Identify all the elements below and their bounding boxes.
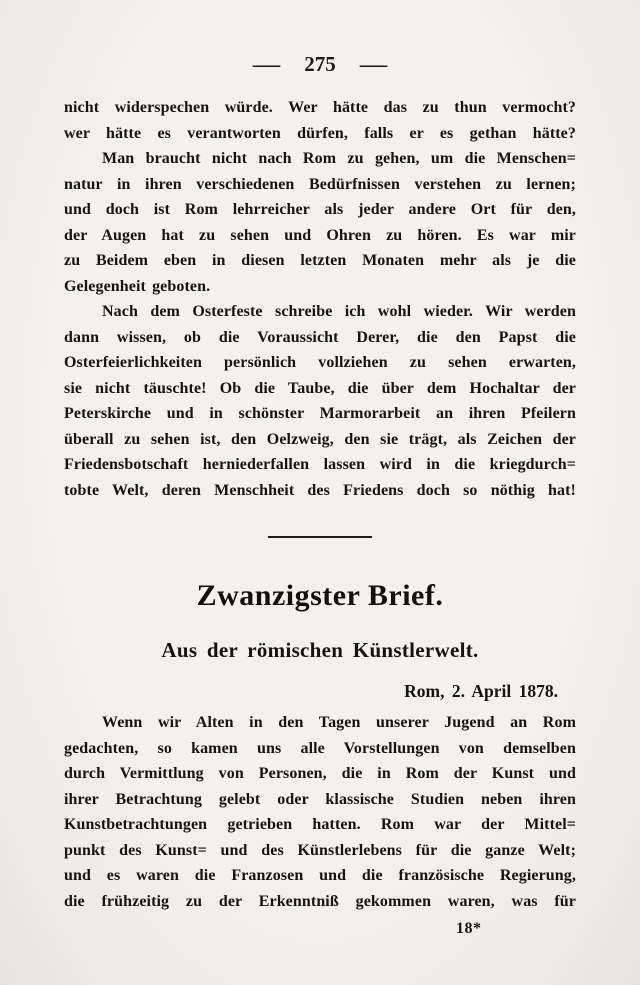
text-column [64,95,576,938]
text-line: nicht widerspechen würde. Wer hätte das zu thun vermocht? [64,99,576,116]
text-line: wer hätte es verantworten dürfen, falls er es gethan hätte? [64,124,576,142]
text-line: gedachten, so kamen uns alle Vorstellungen von demselben [64,739,576,757]
text-line: natur in ihren verschiedenen Bedürfnissen verstehen zu lernen; [64,175,576,193]
letter-title: Zwanzigster Brief. [196,579,444,612]
text-line: Nach dem Osterfeste schreibe ich wohl wieder. Wir werden [102,303,576,320]
text-line: zu Beidem eben in diesen letzten Monaten mehr als je die [64,252,576,269]
text-line: Friedensbotschaft herniederfallen lassen wird in die kriegdurch= [64,456,576,473]
text-line: Man braucht nicht nach Rom zu gehen, um die Menschen= [102,150,576,167]
header-left-dash: — [253,52,281,76]
signature-mark: 18* [456,920,482,937]
section-divider-wrap [64,536,576,539]
text-line: und doch ist Rom lehrreicher als jeder andere Ort für den, [64,201,576,218]
text-line: der Augen hat zu sehen und Ohren zu hören. Es war mir [64,226,576,244]
page-header [0,52,640,77]
text-line: Wenn wir Alten in den Tagen unserer Jugend an Rom [102,714,576,731]
dateline: Rom, 2. April 1878. [404,681,558,701]
text-line: überall zu sehen ist, den Oelzweig, den sie trägt, als Zeichen der [64,430,576,448]
text-line: Osterfeierlichkeiten persönlich vollziehen zu sehen erwarten, [64,354,576,371]
text-line: durch Vermittlung von Personen, die in Rom der Kunst und [64,765,576,782]
text-line: sie nicht täuschte! Ob die Taube, die über dem Hochaltar der [64,379,576,397]
header-right-dash: — [359,52,387,76]
page-number: 275 [304,52,336,76]
text-line: punkt des Kunst= und des Künstlerlebens für die ganze Welt; [64,841,576,859]
paragraph-block-2 [64,710,576,914]
text-line: Kunstbetrachtungen getrieben hatten. Rom war der Mittel= [64,816,576,833]
letter-subtitle: Aus der römischen Künstlerwelt. [161,638,479,662]
text-line: dann wissen, ob die Voraussicht Derer, die den Papst die [64,328,576,346]
text-line: Peterskirche und in schönster Marmorarbeit an ihren Pfeilern [64,405,576,422]
text-line: und es waren die Franzosen und die französische Regierung, [64,867,576,884]
text-line: ihrer Betrachtung gelebt oder klassische Studien neben ihren [64,790,576,808]
text-line: die frühzeitig zu der Erkenntniß gekommen waren, was für [64,892,576,910]
paragraph-block-1 [64,95,576,503]
text-line: tobte Welt, deren Menschheit des Friedens doch so nöthig hat! [64,481,576,499]
text-line: Gelegenheit geboten. [64,277,211,295]
section-divider [268,536,372,538]
